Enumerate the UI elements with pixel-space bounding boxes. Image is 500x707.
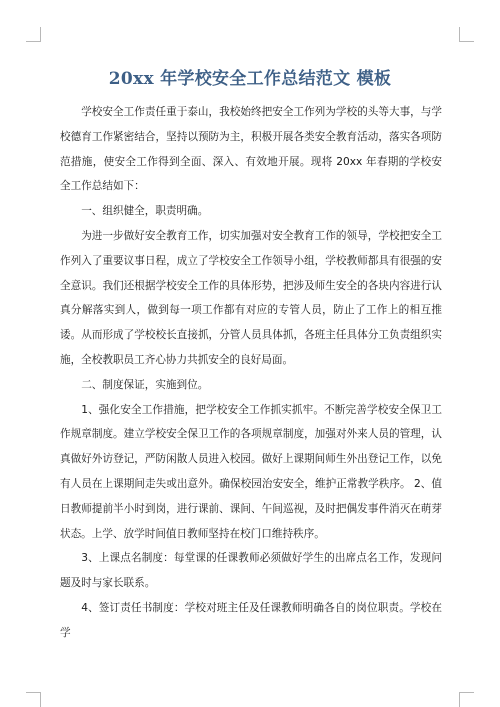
crop-mark-top-right [459, 27, 474, 42]
document-body [60, 100, 442, 646]
section-heading-organization: 一、组织健全，职责明确。 [81, 205, 209, 218]
paragraph-roll-call: 3、上课点名制度：每堂课的任课教师必须做好学生的出席点名工作，发现问题及时与家长联系。 [60, 552, 442, 590]
document-title: 20xx 年学校安全工作总结范文 模板 [108, 69, 392, 89]
paragraph-responsibility: 4、签订责任书制度：学校对班主任及任课教师明确各自的岗位职责。学校在学 [60, 601, 442, 639]
paragraph-measures: 1、强化安全工作措施，把学校安全工作抓实抓牢。不断完善学校安全保卫工作规章制度。建立学校安全保卫工作的各项规章制度，加强对外来人员的管理，认真做好外访登记，严防闲散人员进入校园。做好上课期间师生外出登记工作，以免有人员在上课期间走失或出意外。确保校园治安安全，维护正常教学秩序。 2、值日教师提前半小时到岗，进行课前、课间、午间巡视，及时把偶发事件消灭在萌芽状态。上学、放学时间值日教师坚持在校门口维持秩序。 [60, 403, 442, 540]
crop-mark-top-left [26, 27, 41, 42]
crop-mark-bottom-left [26, 692, 41, 707]
crop-mark-bottom-right [459, 692, 474, 707]
section-heading-system: 二、制度保证，实施到位。 [81, 378, 209, 391]
paragraph-organization: 为进一步做好安全教育工作，切实加强对安全教育工作的领导，学校把安全工作列入了重要议事日程，成立了学校安全工作领导小组，学校教师都具有很强的安全意识。我们还根据学校安全工作的具体形势，把涉及师生安全的各块内容进行认真分解落实到人，做到每一项工作都有对应的专管人员，防止了工作上的相互推诿。从而形成了学校校长直接抓，分管人员具体抓，各班主任具体分工负责组织实施，全校教职员工齐心协力共抓安全的良好局面。 [60, 229, 442, 366]
paragraph-intro: 学校安全工作责任重于泰山，我校始终把安全工作列为学校的头等大事，与学校德育工作紧密结合，坚持以预防为主，积极开展各类安全教育活动，落实各项防范措施，使安全工作得到全面、深入、有效地开展。现将 20xx 年春期的学校安全工作总结如下： [60, 106, 442, 193]
